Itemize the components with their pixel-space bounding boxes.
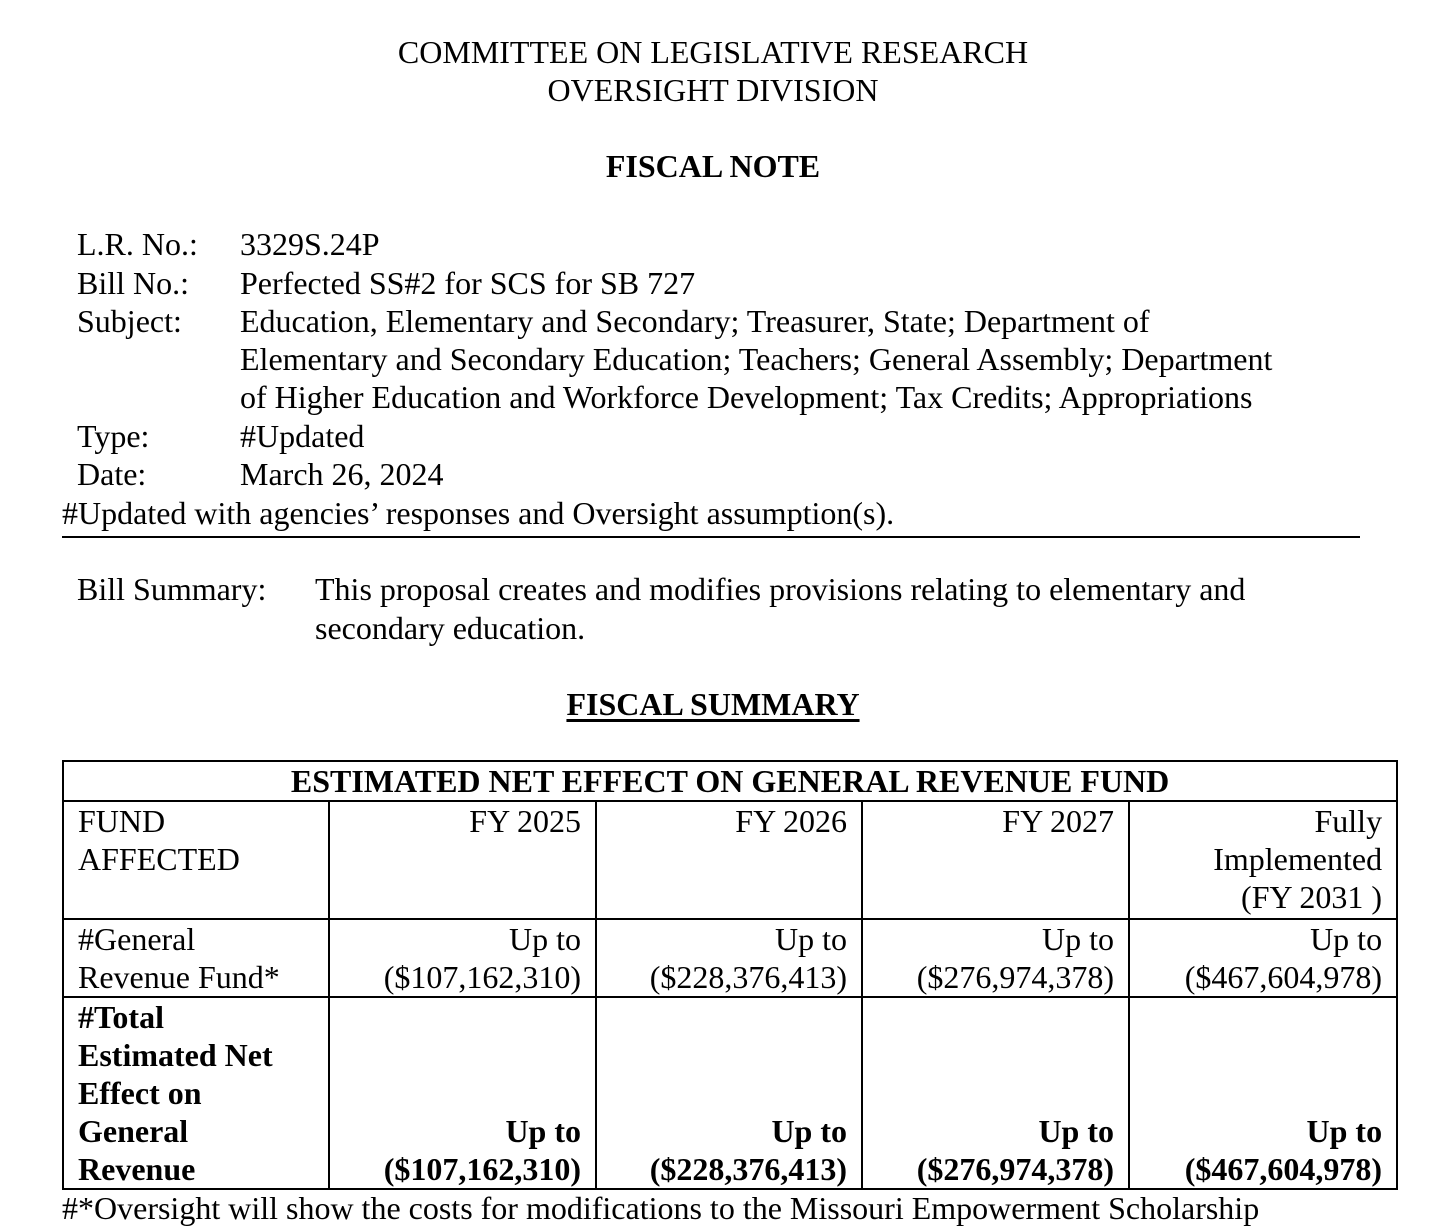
cell-fully-implemented	[1129, 919, 1397, 997]
subject-line: Elementary and Secondary Education; Teachers; General Assembly; Department	[240, 341, 1273, 377]
header-fy2026: FY 2026	[596, 801, 862, 919]
type-value: #Updated	[240, 418, 365, 454]
row-label-text: Estimated Net	[78, 1037, 273, 1073]
table-header-row	[63, 801, 1397, 919]
cell-prefix: Up to	[771, 1113, 847, 1149]
cell-prefix: Up to	[509, 921, 581, 957]
cell-value: ($107,162,310)	[383, 959, 581, 995]
type-label: Type:	[77, 418, 150, 454]
table-row-total	[63, 997, 1397, 1189]
cell-prefix: Up to	[1310, 921, 1383, 957]
cell-fully-implemented	[1129, 997, 1397, 1189]
cell-value: ($228,376,413)	[649, 1151, 847, 1187]
row-label-text: General	[78, 1113, 189, 1149]
cell-fy2026	[596, 919, 862, 997]
row-label-text: Revenue Fund*	[78, 959, 280, 995]
cell-value: ($467,604,978)	[1184, 959, 1383, 995]
cell-fy2027	[862, 919, 1129, 997]
row-label-text: #General	[78, 921, 196, 957]
bill-label: Bill No.:	[77, 265, 190, 301]
table-caption: ESTIMATED NET EFFECT ON GENERAL REVENUE FUND	[63, 761, 1397, 801]
header-fy2027: FY 2027	[862, 801, 1129, 919]
cell-prefix: Up to	[1038, 1113, 1114, 1149]
header-line-1: COMMITTEE ON LEGISLATIVE RESEARCH	[397, 34, 1029, 70]
row-label-text: Effect on	[78, 1075, 202, 1111]
header-fully-implemented	[1129, 801, 1397, 919]
cell-fy2025	[329, 997, 596, 1189]
header-line-2: OVERSIGHT DIVISION	[547, 72, 879, 108]
cell-prefix: Up to	[775, 921, 847, 957]
page-title: FISCAL NOTE	[605, 148, 821, 184]
fiscal-summary-table	[62, 760, 1398, 1190]
cell-fy2026	[596, 997, 862, 1189]
subject-line: of Higher Education and Workforce Development; Tax Credits; Appropriations	[240, 379, 1253, 415]
bill-summary-line: This proposal creates and modifies provisions relating to elementary and	[315, 571, 1246, 607]
date-value: March 26, 2024	[240, 456, 444, 492]
header-fund-affected	[63, 801, 329, 919]
section-title	[0, 685, 1426, 723]
header-text: Fully	[1314, 803, 1383, 839]
row-label-text: #Total	[78, 999, 164, 1035]
fiscal-summary-title: FISCAL SUMMARY	[566, 686, 860, 722]
cell-prefix: Up to	[1306, 1113, 1383, 1149]
cell-fy2027	[862, 997, 1129, 1189]
cell-value: ($276,974,378)	[916, 1151, 1114, 1187]
cell-value: ($107,162,310)	[383, 1151, 581, 1187]
cell-value: ($228,376,413)	[649, 959, 847, 995]
cell-fy2025	[329, 919, 596, 997]
bill-summary-label: Bill Summary:	[77, 571, 267, 607]
cell-value: ($467,604,978)	[1184, 1151, 1383, 1187]
header-text: AFFECTED	[78, 841, 240, 877]
table-row	[63, 919, 1397, 997]
lr-value: 3329S.24P	[240, 226, 380, 262]
header-fy2025: FY 2025	[329, 801, 596, 919]
row-label-text: Revenue	[78, 1151, 196, 1187]
header-text: Implemented	[1213, 841, 1383, 877]
bill-value: Perfected SS#2 for SCS for SB 727	[240, 265, 696, 301]
divider	[62, 536, 1360, 538]
footnote: #*Oversight will show the costs for modifications to the Missouri Empowerment Scholarship	[62, 1190, 1260, 1226]
cell-prefix: Up to	[1042, 921, 1114, 957]
subject-line: Education, Elementary and Secondary; Treasurer, State; Department of	[240, 303, 1150, 339]
cell-value: ($276,974,378)	[916, 959, 1114, 995]
header-text: (FY 2031 )	[1241, 879, 1383, 915]
lr-label: L.R. No.:	[77, 226, 198, 262]
cell-prefix: Up to	[505, 1113, 581, 1149]
updated-note: #Updated with agencies’ responses and Oversight assumption(s).	[62, 495, 895, 531]
header-text: FUND	[78, 803, 166, 839]
row-label	[63, 919, 329, 997]
bill-summary-line: secondary education.	[315, 610, 586, 646]
date-label: Date:	[77, 456, 147, 492]
row-label	[63, 997, 329, 1189]
subject-label: Subject:	[77, 303, 182, 339]
